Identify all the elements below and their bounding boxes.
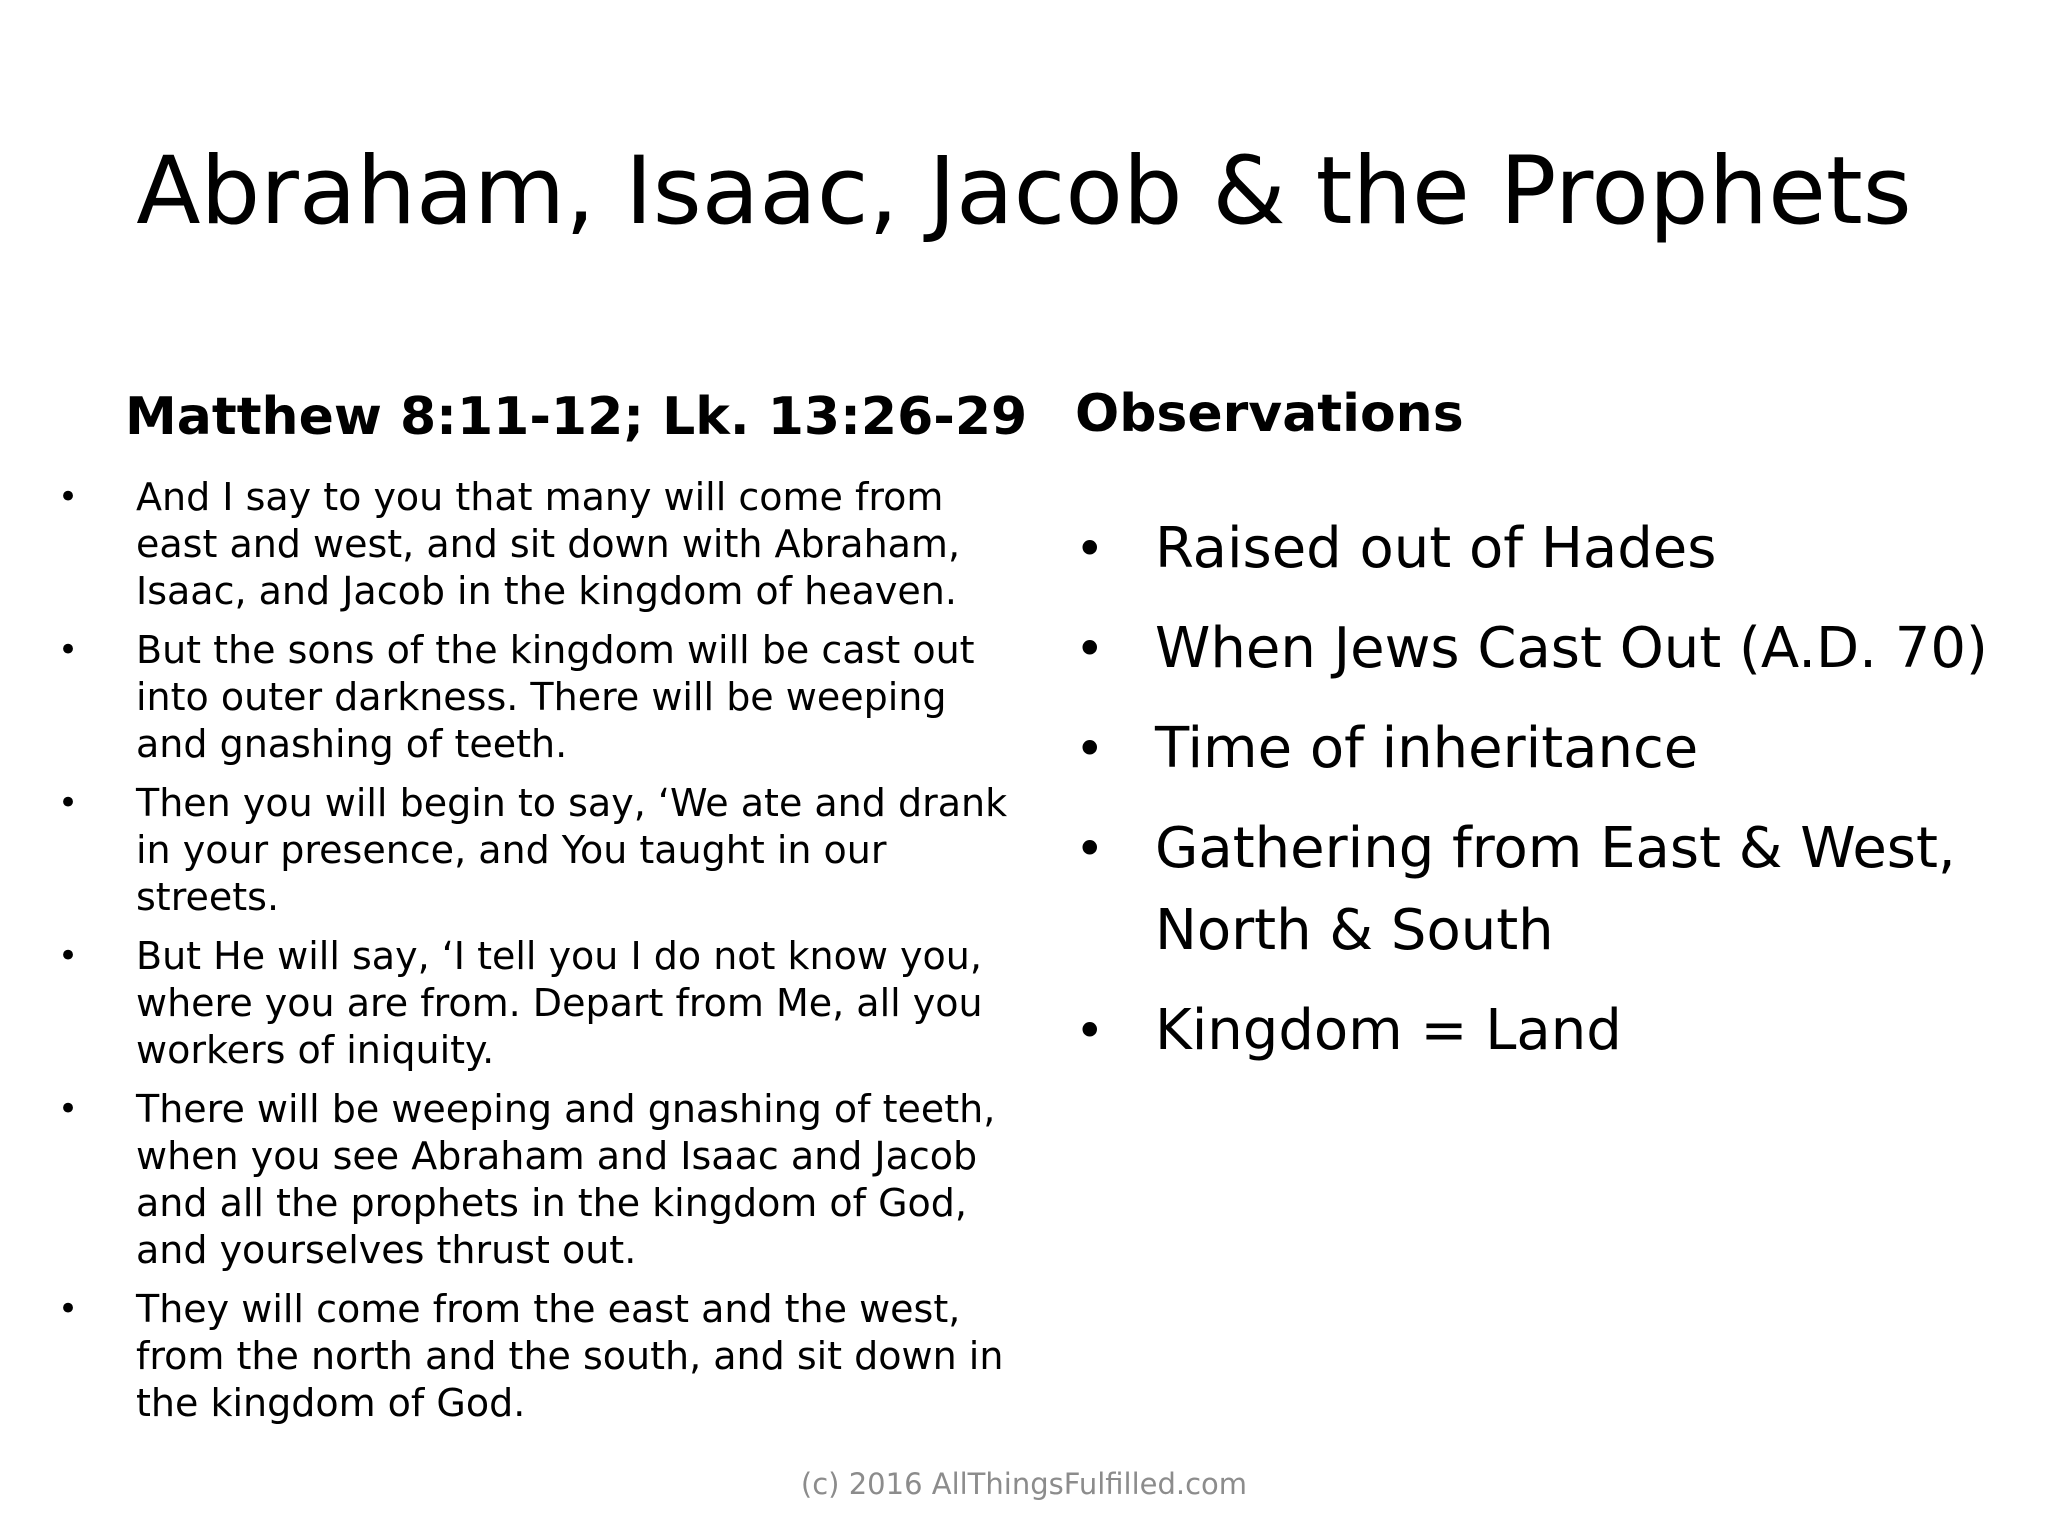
scripture-item xyxy=(56,627,1016,768)
copyright-footer: (c) 2016 AllThingsFulfilled.com xyxy=(800,1467,1248,1501)
observation-item xyxy=(1075,608,2015,690)
observations-list xyxy=(1075,508,2015,1090)
bullet-icon: • xyxy=(58,477,79,517)
bullet-icon: • xyxy=(1075,520,1105,578)
scripture-item xyxy=(56,1086,1016,1274)
bullet-icon: • xyxy=(58,1089,79,1129)
bullet-icon: • xyxy=(58,783,79,823)
scripture-item xyxy=(56,933,1016,1074)
observation-text: Time of inheritance xyxy=(1155,716,1699,781)
scripture-text: And I say to you that many will come from east and west, and sit down with Abraham, Isaac, and Jacob in the kingdom of heaven. xyxy=(136,475,961,613)
slide-title: Abraham, Isaac, Jacob & the Prophets xyxy=(136,137,1912,246)
scripture-item xyxy=(56,780,1016,921)
observation-text: Kingdom = Land xyxy=(1155,998,1622,1063)
observations-heading: Observations xyxy=(1075,384,1464,444)
scripture-heading: Matthew 8:11-12; Lk. 13:26-29 xyxy=(125,387,1028,447)
scripture-text: But the sons of the kingdom will be cast out into outer darkness. There will be weeping and gnashing of teeth. xyxy=(136,628,975,766)
scripture-list xyxy=(56,474,1016,1439)
bullet-icon: • xyxy=(1075,720,1105,778)
scripture-text: Then you will begin to say, ‘We ate and drank in your presence, and You taught in our streets. xyxy=(136,781,1008,919)
scripture-text: There will be weeping and gnashing of teeth, when you see Abraham and Isaac and Jacob and all the prophets in the kingdom of God, and yourselves thrust out. xyxy=(136,1087,996,1272)
observation-text: Raised out of Hades xyxy=(1155,516,1717,581)
bullet-icon: • xyxy=(58,1289,79,1329)
bullet-icon: • xyxy=(1075,820,1105,878)
scripture-text: But He will say, ‘I tell you I do not know you, where you are from. Depart from Me, all you workers of iniquity. xyxy=(136,934,983,1072)
observation-text: Gathering from East & West, North & South xyxy=(1155,816,1956,963)
observation-item xyxy=(1075,808,2015,972)
observation-item xyxy=(1075,708,2015,790)
bullet-icon: • xyxy=(1075,1002,1105,1060)
scripture-item xyxy=(56,474,1016,615)
bullet-icon: • xyxy=(58,936,79,976)
observation-text: When Jews Cast Out (A.D. 70) xyxy=(1155,616,1988,681)
bullet-icon: • xyxy=(1075,620,1105,678)
scripture-text: They will come from the east and the west, from the north and the south, and sit down in the kingdom of God. xyxy=(136,1287,1004,1425)
observation-item xyxy=(1075,508,2015,590)
scripture-item xyxy=(56,1286,1016,1427)
observation-item xyxy=(1075,990,2015,1072)
bullet-icon: • xyxy=(58,630,79,670)
